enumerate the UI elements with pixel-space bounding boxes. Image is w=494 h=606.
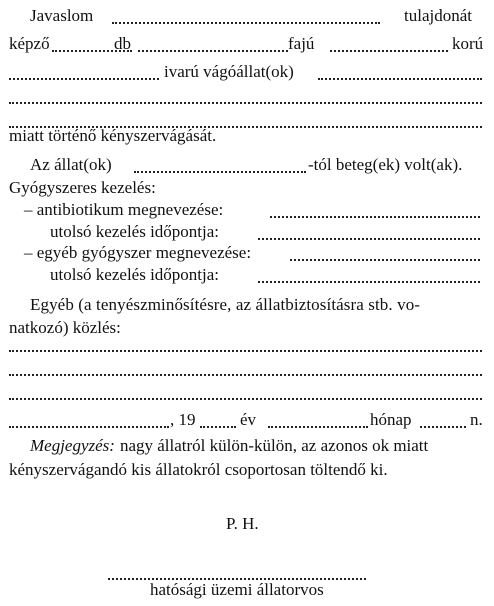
- field-last-treatment-dots-2[interactable]: [258, 281, 480, 283]
- text-honap: hónap: [370, 410, 412, 429]
- field-reason-dots-2[interactable]: [9, 102, 482, 104]
- note-text-2: kényszervágandó kis állatokról csoportosan töltendő ki.: [9, 460, 388, 479]
- field-month-dots[interactable]: [268, 426, 368, 428]
- text-ev: év: [240, 410, 257, 429]
- text-utolso-kezeles-1: utolsó kezelés időpontja:: [50, 222, 220, 241]
- note-label: Megjegyzés:: [30, 436, 115, 455]
- field-sex-dots[interactable]: [9, 78, 159, 80]
- text-egyeb-kozles: Egyéb (a tenyészminősítésre, az állatbiztosításra stb. vo-: [30, 295, 421, 314]
- text-faju: fajú: [288, 34, 315, 53]
- field-last-treatment-dots-1[interactable]: [258, 238, 480, 240]
- field-day-dots[interactable]: [420, 426, 466, 428]
- field-species-dots[interactable]: [138, 50, 288, 52]
- text-beteg-volt: -tól beteg(ek) volt(ak).: [308, 155, 463, 174]
- field-age-dots[interactable]: [330, 50, 448, 52]
- text-utolso-kezeles-2: utolsó kezelés időpontja:: [50, 265, 220, 284]
- field-reason-dots-1[interactable]: [318, 78, 482, 80]
- text-koru: korú: [452, 34, 484, 53]
- text-natkozo-kozles: natkozó) közlés:: [9, 318, 121, 337]
- text-az-allatok: Az állat(ok): [30, 155, 112, 174]
- text-19: , 19: [170, 410, 196, 429]
- field-antibiotic-dots[interactable]: [270, 216, 480, 218]
- text-db: db: [114, 34, 131, 53]
- text-signature-label: hatósági üzemi állatorvos: [150, 580, 324, 599]
- text-kepzo: képző: [9, 34, 50, 53]
- text-tulajdonat: tulajdonát: [404, 6, 472, 25]
- text-antibiotikum: – antibiotikum megnevezése:: [24, 200, 224, 219]
- note-line-1: [30, 436, 428, 456]
- field-note-dots-1[interactable]: [9, 350, 482, 352]
- text-ivaru-vagoallat: ivarú vágóállat(ok): [164, 62, 294, 81]
- field-owner-dots[interactable]: [112, 22, 380, 24]
- text-egyeb-gyogyszer: – egyéb gyógyszer megnevezése:: [24, 243, 252, 262]
- text-n: n.: [470, 410, 483, 429]
- text-gyogyszeres-kezeles: Gyógyszeres kezelés:: [9, 178, 156, 197]
- field-other-drug-dots[interactable]: [290, 259, 480, 261]
- text-ph: P. H.: [226, 514, 259, 533]
- field-note-dots-3[interactable]: [9, 398, 482, 400]
- text-javaslom: Javaslom: [30, 6, 94, 25]
- field-year-dots[interactable]: [200, 426, 236, 428]
- text-kenyszervagas: miatt történő kényszervágását.: [9, 126, 217, 145]
- field-note-dots-2[interactable]: [9, 374, 482, 376]
- note-text-1: nagy állatról külön-külön, az azonos ok miatt: [119, 436, 429, 455]
- field-sick-since-dots[interactable]: [134, 171, 306, 173]
- field-place-dots[interactable]: [9, 426, 169, 428]
